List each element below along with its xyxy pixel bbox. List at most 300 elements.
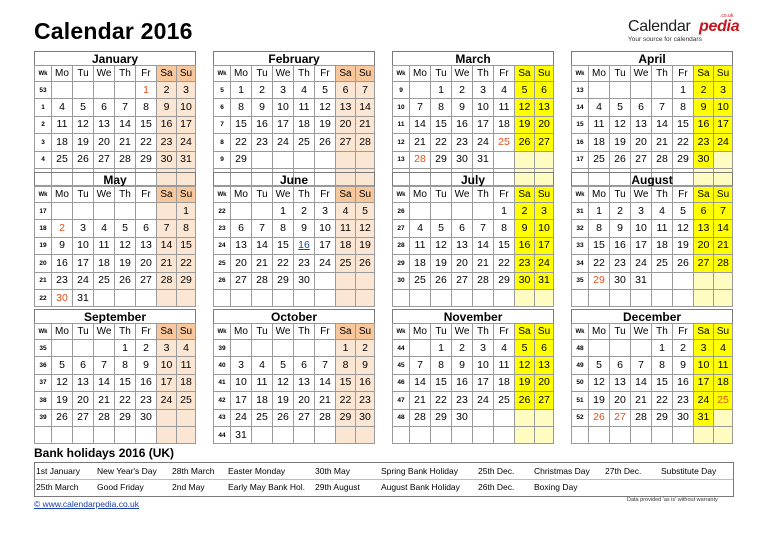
day-cell[interactable]: 6 [294,357,315,374]
day-cell[interactable]: 14 [157,237,177,254]
day-cell[interactable]: 2 [452,82,473,99]
day-cell[interactable]: 8 [115,357,136,374]
day-cell[interactable]: 29 [273,272,294,289]
day-cell[interactable]: 11 [410,237,431,254]
day-cell[interactable]: 19 [673,237,694,254]
day-cell[interactable]: 14 [473,237,494,254]
day-cell[interactable]: 4 [294,82,315,99]
day-cell[interactable]: 1 [273,203,294,220]
day-cell[interactable]: 6 [231,220,252,237]
day-cell[interactable]: 17 [315,237,336,254]
day-cell[interactable]: 20 [535,116,554,133]
day-cell[interactable]: 14 [410,116,431,133]
day-cell[interactable]: 30 [52,289,73,306]
day-cell[interactable]: 20 [73,392,94,409]
day-cell[interactable]: 12 [589,374,610,391]
day-cell[interactable]: 31 [231,426,252,443]
day-cell[interactable]: 30 [294,272,315,289]
day-cell[interactable]: 27 [294,409,315,426]
day-cell[interactable]: 26 [515,392,535,409]
day-cell[interactable]: 25 [589,151,610,168]
day-cell[interactable]: 28 [356,134,375,151]
day-cell[interactable]: 14 [252,237,273,254]
day-cell[interactable]: 21 [356,116,375,133]
day-cell[interactable]: 6 [452,220,473,237]
day-cell[interactable]: 28 [94,409,115,426]
day-cell[interactable]: 2 [452,340,473,357]
day-cell[interactable]: 28 [714,255,733,272]
day-cell[interactable]: 2 [252,82,273,99]
day-cell[interactable]: 25 [494,134,515,151]
day-cell[interactable]: 28 [410,151,431,168]
day-cell[interactable]: 10 [157,357,177,374]
day-cell[interactable]: 16 [136,374,157,391]
day-cell[interactable]: 25 [177,392,196,409]
day-cell[interactable]: 7 [94,357,115,374]
day-cell[interactable]: 10 [473,357,494,374]
day-cell[interactable]: 7 [631,357,652,374]
day-cell[interactable]: 25 [336,255,356,272]
day-cell[interactable]: 14 [115,116,136,133]
day-cell[interactable]: 12 [115,237,136,254]
day-cell[interactable]: 12 [515,357,535,374]
day-cell[interactable]: 17 [177,116,196,133]
day-cell[interactable]: 21 [714,237,733,254]
day-cell[interactable]: 22 [494,255,515,272]
day-cell[interactable]: 4 [589,99,610,116]
day-cell[interactable]: 23 [694,134,714,151]
day-cell[interactable]: 26 [356,255,375,272]
day-cell[interactable]: 27 [336,134,356,151]
day-cell[interactable]: 6 [694,203,714,220]
day-cell[interactable]: 30 [136,409,157,426]
day-cell[interactable]: 1 [494,203,515,220]
day-cell[interactable]: 26 [610,151,631,168]
day-cell[interactable]: 26 [589,409,610,426]
day-cell[interactable]: 9 [252,99,273,116]
day-cell[interactable]: 12 [315,99,336,116]
day-cell[interactable]: 26 [315,134,336,151]
day-cell[interactable]: 26 [73,151,94,168]
day-cell[interactable]: 21 [157,255,177,272]
day-cell[interactable]: 8 [494,220,515,237]
day-cell[interactable]: 10 [73,237,94,254]
day-cell[interactable]: 15 [231,116,252,133]
day-cell[interactable]: 27 [610,409,631,426]
day-cell[interactable]: 4 [494,82,515,99]
day-cell[interactable]: 23 [157,134,177,151]
day-cell[interactable]: 13 [694,220,714,237]
day-cell[interactable]: 23 [356,392,375,409]
day-cell[interactable]: 27 [136,272,157,289]
day-cell[interactable]: 14 [315,374,336,391]
day-cell[interactable]: 29 [494,272,515,289]
day-cell[interactable]: 15 [589,237,610,254]
day-cell[interactable]: 21 [252,255,273,272]
day-cell[interactable]: 18 [714,374,733,391]
day-cell[interactable]: 2 [694,82,714,99]
day-cell[interactable]: 21 [473,255,494,272]
day-cell[interactable]: 14 [94,374,115,391]
day-cell[interactable]: 19 [589,392,610,409]
day-cell[interactable]: 22 [136,134,157,151]
day-cell[interactable]: 23 [136,392,157,409]
day-cell[interactable]: 20 [136,255,157,272]
day-cell[interactable]: 27 [231,272,252,289]
day-cell[interactable]: 2 [356,340,375,357]
day-cell[interactable]: 28 [473,272,494,289]
day-cell[interactable]: 8 [231,99,252,116]
day-cell[interactable]: 24 [535,255,554,272]
day-cell[interactable]: 24 [315,255,336,272]
day-cell[interactable]: 8 [273,220,294,237]
day-cell[interactable]: 14 [356,99,375,116]
day-cell[interactable]: 3 [714,82,733,99]
day-cell[interactable]: 10 [694,357,714,374]
day-cell[interactable]: 13 [294,374,315,391]
day-cell[interactable]: 22 [673,134,694,151]
day-cell[interactable]: 16 [294,237,315,254]
day-cell[interactable]: 23 [294,255,315,272]
day-cell[interactable]: 4 [94,220,115,237]
day-cell[interactable]: 27 [694,255,714,272]
day-cell[interactable]: 5 [673,203,694,220]
day-cell[interactable]: 1 [652,340,673,357]
day-cell[interactable]: 29 [231,151,252,168]
day-cell[interactable]: 15 [431,374,452,391]
day-cell[interactable]: 1 [336,340,356,357]
day-cell[interactable]: 26 [673,255,694,272]
day-cell[interactable]: 4 [410,220,431,237]
day-cell[interactable]: 27 [535,134,554,151]
day-cell[interactable]: 23 [610,255,631,272]
day-cell[interactable]: 22 [431,392,452,409]
day-cell[interactable]: 11 [252,374,273,391]
day-cell[interactable]: 3 [273,82,294,99]
day-cell[interactable]: 17 [714,116,733,133]
day-cell[interactable]: 17 [231,392,252,409]
day-cell[interactable]: 8 [177,220,196,237]
day-cell[interactable]: 15 [431,116,452,133]
day-cell[interactable]: 8 [431,357,452,374]
day-cell[interactable]: 28 [252,272,273,289]
day-cell[interactable]: 9 [452,99,473,116]
day-cell[interactable]: 15 [336,374,356,391]
day-cell[interactable]: 1 [589,203,610,220]
day-cell[interactable]: 25 [714,392,733,409]
day-cell[interactable]: 20 [694,237,714,254]
day-cell[interactable]: 21 [631,392,652,409]
day-cell[interactable]: 24 [273,134,294,151]
day-cell[interactable]: 11 [494,357,515,374]
day-cell[interactable]: 5 [52,357,73,374]
day-cell[interactable]: 25 [294,134,315,151]
day-cell[interactable]: 20 [231,255,252,272]
day-cell[interactable]: 2 [610,203,631,220]
day-cell[interactable]: 4 [252,357,273,374]
day-cell[interactable]: 3 [631,203,652,220]
day-cell[interactable]: 20 [336,116,356,133]
day-cell[interactable]: 3 [177,82,196,99]
day-cell[interactable]: 16 [610,237,631,254]
day-cell[interactable]: 8 [336,357,356,374]
day-cell[interactable]: 29 [177,272,196,289]
day-cell[interactable]: 16 [52,255,73,272]
day-cell[interactable]: 27 [452,272,473,289]
day-cell[interactable]: 18 [94,255,115,272]
day-cell[interactable]: 12 [673,220,694,237]
day-cell[interactable]: 8 [652,357,673,374]
day-cell[interactable]: 13 [631,116,652,133]
day-cell[interactable]: 5 [356,203,375,220]
day-cell[interactable]: 3 [315,203,336,220]
day-cell[interactable]: 3 [73,220,94,237]
day-cell[interactable]: 3 [157,340,177,357]
day-cell[interactable]: 11 [94,237,115,254]
day-cell[interactable]: 24 [177,134,196,151]
day-cell[interactable]: 17 [631,237,652,254]
day-cell[interactable]: 27 [631,151,652,168]
day-cell[interactable]: 4 [52,99,73,116]
day-cell[interactable]: 26 [515,134,535,151]
day-cell[interactable]: 7 [252,220,273,237]
day-cell[interactable]: 9 [452,357,473,374]
day-cell[interactable]: 28 [410,409,431,426]
day-cell[interactable]: 20 [631,134,652,151]
day-cell[interactable]: 4 [177,340,196,357]
day-cell[interactable]: 1 [177,203,196,220]
day-cell[interactable]: 6 [94,99,115,116]
day-cell[interactable]: 5 [315,82,336,99]
day-cell[interactable]: 9 [610,220,631,237]
day-cell[interactable]: 25 [52,151,73,168]
day-cell[interactable]: 1 [431,82,452,99]
day-cell[interactable]: 10 [273,99,294,116]
day-cell[interactable]: 17 [473,116,494,133]
day-cell[interactable]: 19 [73,134,94,151]
day-cell[interactable]: 21 [410,392,431,409]
day-cell[interactable]: 19 [115,255,136,272]
day-cell[interactable]: 13 [231,237,252,254]
day-cell[interactable]: 20 [94,134,115,151]
day-cell[interactable]: 10 [631,220,652,237]
day-cell[interactable]: 29 [589,272,610,289]
day-cell[interactable]: 28 [157,272,177,289]
day-cell[interactable]: 29 [336,409,356,426]
day-cell[interactable]: 14 [714,220,733,237]
day-cell[interactable]: 12 [273,374,294,391]
website-link[interactable]: © www.calendarpedia.co.uk [34,499,140,509]
day-cell[interactable]: 23 [515,255,535,272]
day-cell[interactable]: 13 [94,116,115,133]
day-cell[interactable]: 24 [473,134,494,151]
day-cell[interactable]: 5 [115,220,136,237]
day-cell[interactable]: 15 [673,116,694,133]
day-cell[interactable]: 9 [356,357,375,374]
day-cell[interactable]: 24 [694,392,714,409]
day-cell[interactable]: 11 [714,357,733,374]
day-cell[interactable]: 7 [714,203,733,220]
day-cell[interactable]: 17 [73,255,94,272]
day-cell[interactable]: 11 [652,220,673,237]
day-cell[interactable]: 22 [231,134,252,151]
day-cell[interactable]: 10 [315,220,336,237]
day-cell[interactable]: 7 [473,220,494,237]
day-cell[interactable]: 19 [52,392,73,409]
day-cell[interactable]: 21 [652,134,673,151]
day-cell[interactable]: 19 [356,237,375,254]
day-cell[interactable]: 16 [452,116,473,133]
day-cell[interactable]: 17 [694,374,714,391]
day-cell[interactable]: 9 [515,220,535,237]
day-cell[interactable]: 13 [610,374,631,391]
day-cell[interactable]: 24 [157,392,177,409]
day-cell[interactable]: 18 [494,374,515,391]
day-cell[interactable]: 12 [52,374,73,391]
day-cell[interactable]: 5 [273,357,294,374]
day-cell[interactable]: 18 [589,134,610,151]
day-cell[interactable]: 18 [177,374,196,391]
day-cell[interactable]: 1 [431,340,452,357]
day-cell[interactable]: 29 [431,409,452,426]
day-cell[interactable]: 31 [177,151,196,168]
day-cell[interactable]: 14 [652,116,673,133]
day-cell[interactable]: 9 [157,99,177,116]
day-cell[interactable]: 22 [431,134,452,151]
day-cell[interactable]: 2 [515,203,535,220]
day-cell[interactable]: 29 [652,409,673,426]
day-cell[interactable]: 17 [157,374,177,391]
day-cell[interactable]: 22 [652,392,673,409]
day-cell[interactable]: 24 [73,272,94,289]
day-cell[interactable]: 6 [136,220,157,237]
day-cell[interactable]: 12 [431,237,452,254]
day-cell[interactable]: 2 [673,340,694,357]
day-cell[interactable]: 15 [273,237,294,254]
day-cell[interactable]: 11 [494,99,515,116]
day-cell[interactable]: 31 [694,409,714,426]
day-cell[interactable]: 7 [115,99,136,116]
day-cell[interactable]: 24 [714,134,733,151]
day-cell[interactable]: 20 [294,392,315,409]
day-cell[interactable]: 10 [473,99,494,116]
day-cell[interactable]: 9 [136,357,157,374]
day-cell[interactable]: 30 [694,151,714,168]
day-cell[interactable]: 30 [356,409,375,426]
day-cell[interactable]: 7 [157,220,177,237]
day-cell[interactable]: 31 [473,151,494,168]
day-cell[interactable]: 10 [714,99,733,116]
day-cell[interactable]: 30 [157,151,177,168]
day-cell[interactable]: 23 [52,272,73,289]
day-cell[interactable]: 17 [273,116,294,133]
day-cell[interactable]: 11 [52,116,73,133]
day-cell[interactable]: 21 [94,392,115,409]
day-cell[interactable]: 3 [473,82,494,99]
day-cell[interactable]: 7 [410,99,431,116]
day-cell[interactable]: 7 [410,357,431,374]
day-cell[interactable]: 2 [52,220,73,237]
day-cell[interactable]: 28 [315,409,336,426]
day-cell[interactable]: 26 [52,409,73,426]
day-cell[interactable]: 29 [115,409,136,426]
day-cell[interactable]: 5 [610,99,631,116]
day-cell[interactable]: 18 [494,116,515,133]
day-cell[interactable]: 22 [177,255,196,272]
day-cell[interactable]: 9 [52,237,73,254]
day-cell[interactable]: 21 [115,134,136,151]
day-cell[interactable]: 19 [273,392,294,409]
day-cell[interactable]: 1 [231,82,252,99]
day-cell[interactable]: 19 [431,255,452,272]
day-cell[interactable]: 6 [336,82,356,99]
day-cell[interactable]: 16 [452,374,473,391]
day-cell[interactable]: 30 [452,151,473,168]
day-cell[interactable]: 21 [410,134,431,151]
day-cell[interactable]: 29 [673,151,694,168]
day-cell[interactable]: 25 [494,392,515,409]
day-cell[interactable]: 30 [610,272,631,289]
day-cell[interactable]: 29 [136,151,157,168]
day-cell[interactable]: 3 [473,340,494,357]
day-cell[interactable]: 7 [356,82,375,99]
day-cell[interactable]: 2 [136,340,157,357]
day-cell[interactable]: 4 [336,203,356,220]
day-cell[interactable]: 18 [410,255,431,272]
day-cell[interactable]: 8 [431,99,452,116]
day-cell[interactable]: 28 [631,409,652,426]
day-cell[interactable]: 7 [315,357,336,374]
day-cell[interactable]: 2 [157,82,177,99]
day-cell[interactable]: 9 [694,99,714,116]
day-cell[interactable]: 19 [315,116,336,133]
day-cell[interactable]: 25 [410,272,431,289]
day-cell[interactable]: 14 [410,374,431,391]
day-cell[interactable]: 19 [610,134,631,151]
day-cell[interactable]: 13 [535,357,554,374]
day-cell[interactable]: 3 [694,340,714,357]
day-cell[interactable]: 10 [177,99,196,116]
day-cell[interactable]: 16 [356,374,375,391]
day-cell[interactable]: 9 [673,357,694,374]
day-cell[interactable]: 18 [652,237,673,254]
day-cell[interactable]: 5 [515,340,535,357]
day-cell[interactable]: 21 [315,392,336,409]
day-cell[interactable]: 26 [115,272,136,289]
day-cell[interactable]: 22 [336,392,356,409]
day-cell[interactable]: 15 [494,237,515,254]
day-cell[interactable]: 6 [535,82,554,99]
day-cell[interactable]: 11 [177,357,196,374]
day-cell[interactable]: 31 [631,272,652,289]
day-cell[interactable]: 10 [535,220,554,237]
day-cell[interactable]: 5 [589,357,610,374]
day-cell[interactable]: 8 [589,220,610,237]
day-cell[interactable]: 16 [157,116,177,133]
day-cell[interactable]: 6 [631,99,652,116]
day-cell[interactable]: 12 [356,220,375,237]
day-cell[interactable]: 5 [73,99,94,116]
day-cell[interactable]: 3 [535,203,554,220]
day-cell[interactable]: 18 [336,237,356,254]
day-cell[interactable]: 15 [652,374,673,391]
day-cell[interactable]: 11 [336,220,356,237]
day-cell[interactable]: 12 [73,116,94,133]
day-cell[interactable]: 12 [515,99,535,116]
day-cell[interactable]: 23 [673,392,694,409]
day-cell[interactable]: 18 [52,134,73,151]
day-cell[interactable]: 16 [252,116,273,133]
